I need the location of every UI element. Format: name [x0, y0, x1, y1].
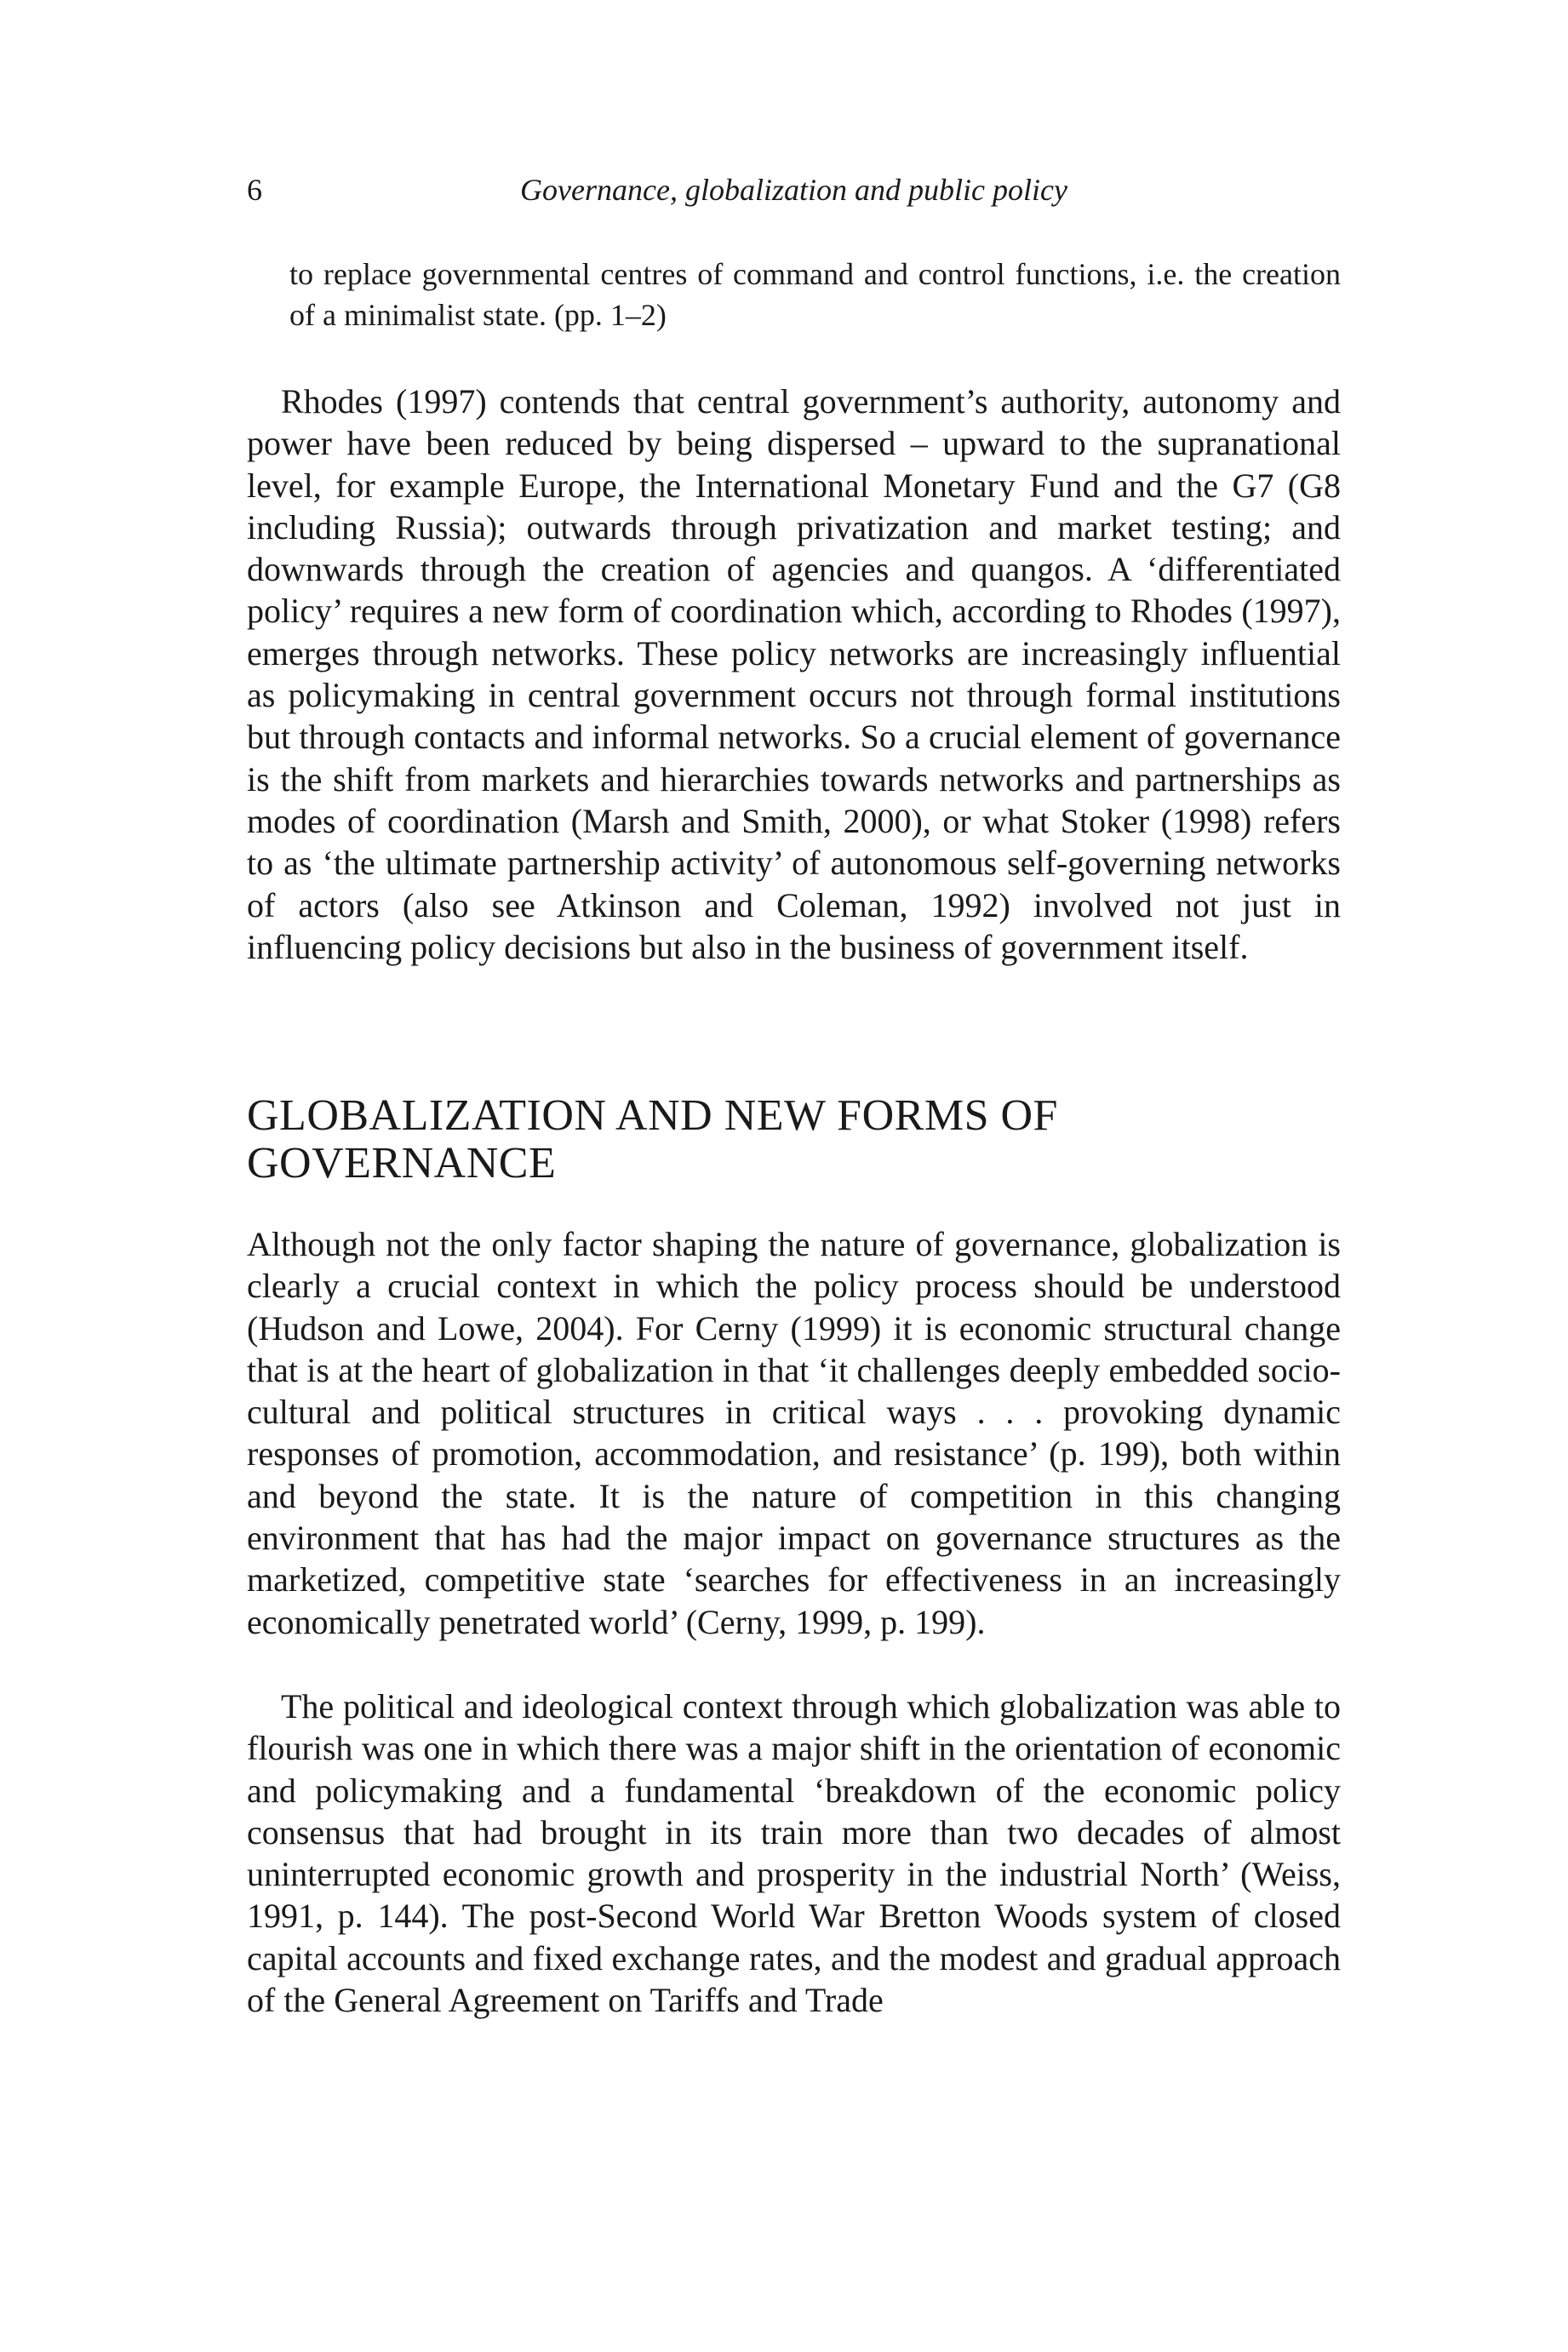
paragraph-political-context: The political and ideological context through which globalization was able to flourish was one in which there was a major shift in the orientation of economic and policymaking and a fundamental ‘breakdown of the economic policy consensus that had brought in its train more than two decades of almost uninterrupted economic growth and prosperity in the industrial North’ (Weiss, 1991, p. 144). The post-Second World War Bretton Woods system of closed capital accounts and fixed exchange rates, and the modest and gradual approach of the General Agreement on Tariffs and Trade	[247, 1687, 1341, 2020]
block-quote: to replace governmental centres of command and control functions, i.e. the creation of a minimalist state. (pp. 1–2)	[289, 257, 1341, 332]
paragraph-rhodes: Rhodes (1997) contends that central government’s authority, autonomy and power have been reduced by being dispersed – upward to the supranational level, for example Europe, the International Monetary Fund and the G7 (G8 including Russia); outwards through privatization and market testing; and downwards through the creation of agencies and quangos. A ‘differentiated policy’ requires a new form of coordination which, according to Rhodes (1997), emerges through networks. These policy networks are increasingly influential as policymaking in central government occurs not through formal institutions but through contacts and informal networks. So a crucial element of governance is the shift from markets and hierarchies towards networks and partnerships as modes of coordination (Marsh and Smith, 2000), or what Stoker (1998) refers to as ‘the ultimate partnership activity’ of autonomous self-governing networks of actors (also see Atkinson and Coleman, 1992) involved not just in influencing policy decisions but also in the business of government itself.	[247, 382, 1341, 966]
section-heading: GLOBALIZATION AND NEW FORMS OF GOVERNANCE	[247, 1091, 1058, 1187]
running-title: Governance, globalization and public policy	[520, 173, 1067, 207]
page-number: 6	[247, 173, 262, 207]
running-head	[247, 169, 1341, 211]
paragraph-globalization-context: Although not the only factor shaping the nature of governance, globalization is clearly a crucial context in which the policy process should be understood (Hudson and Lowe, 2004). For Cerny (1999) it is economic structural change that is at the heart of globalization in that ‘it challenges deeply embedded socio-cultural and political structures in critical ways . . . provoking dynamic responses of promotion, accommodation, and resistance’ (p. 199), both within and beyond the state. It is the nature of competition in this changing environment that has had the major impact on governance structures as the marketized, competitive state ‘searches for effectiveness in an increasingly economically penetrated world’ (Cerny, 1999, p. 199).	[247, 1225, 1341, 1641]
